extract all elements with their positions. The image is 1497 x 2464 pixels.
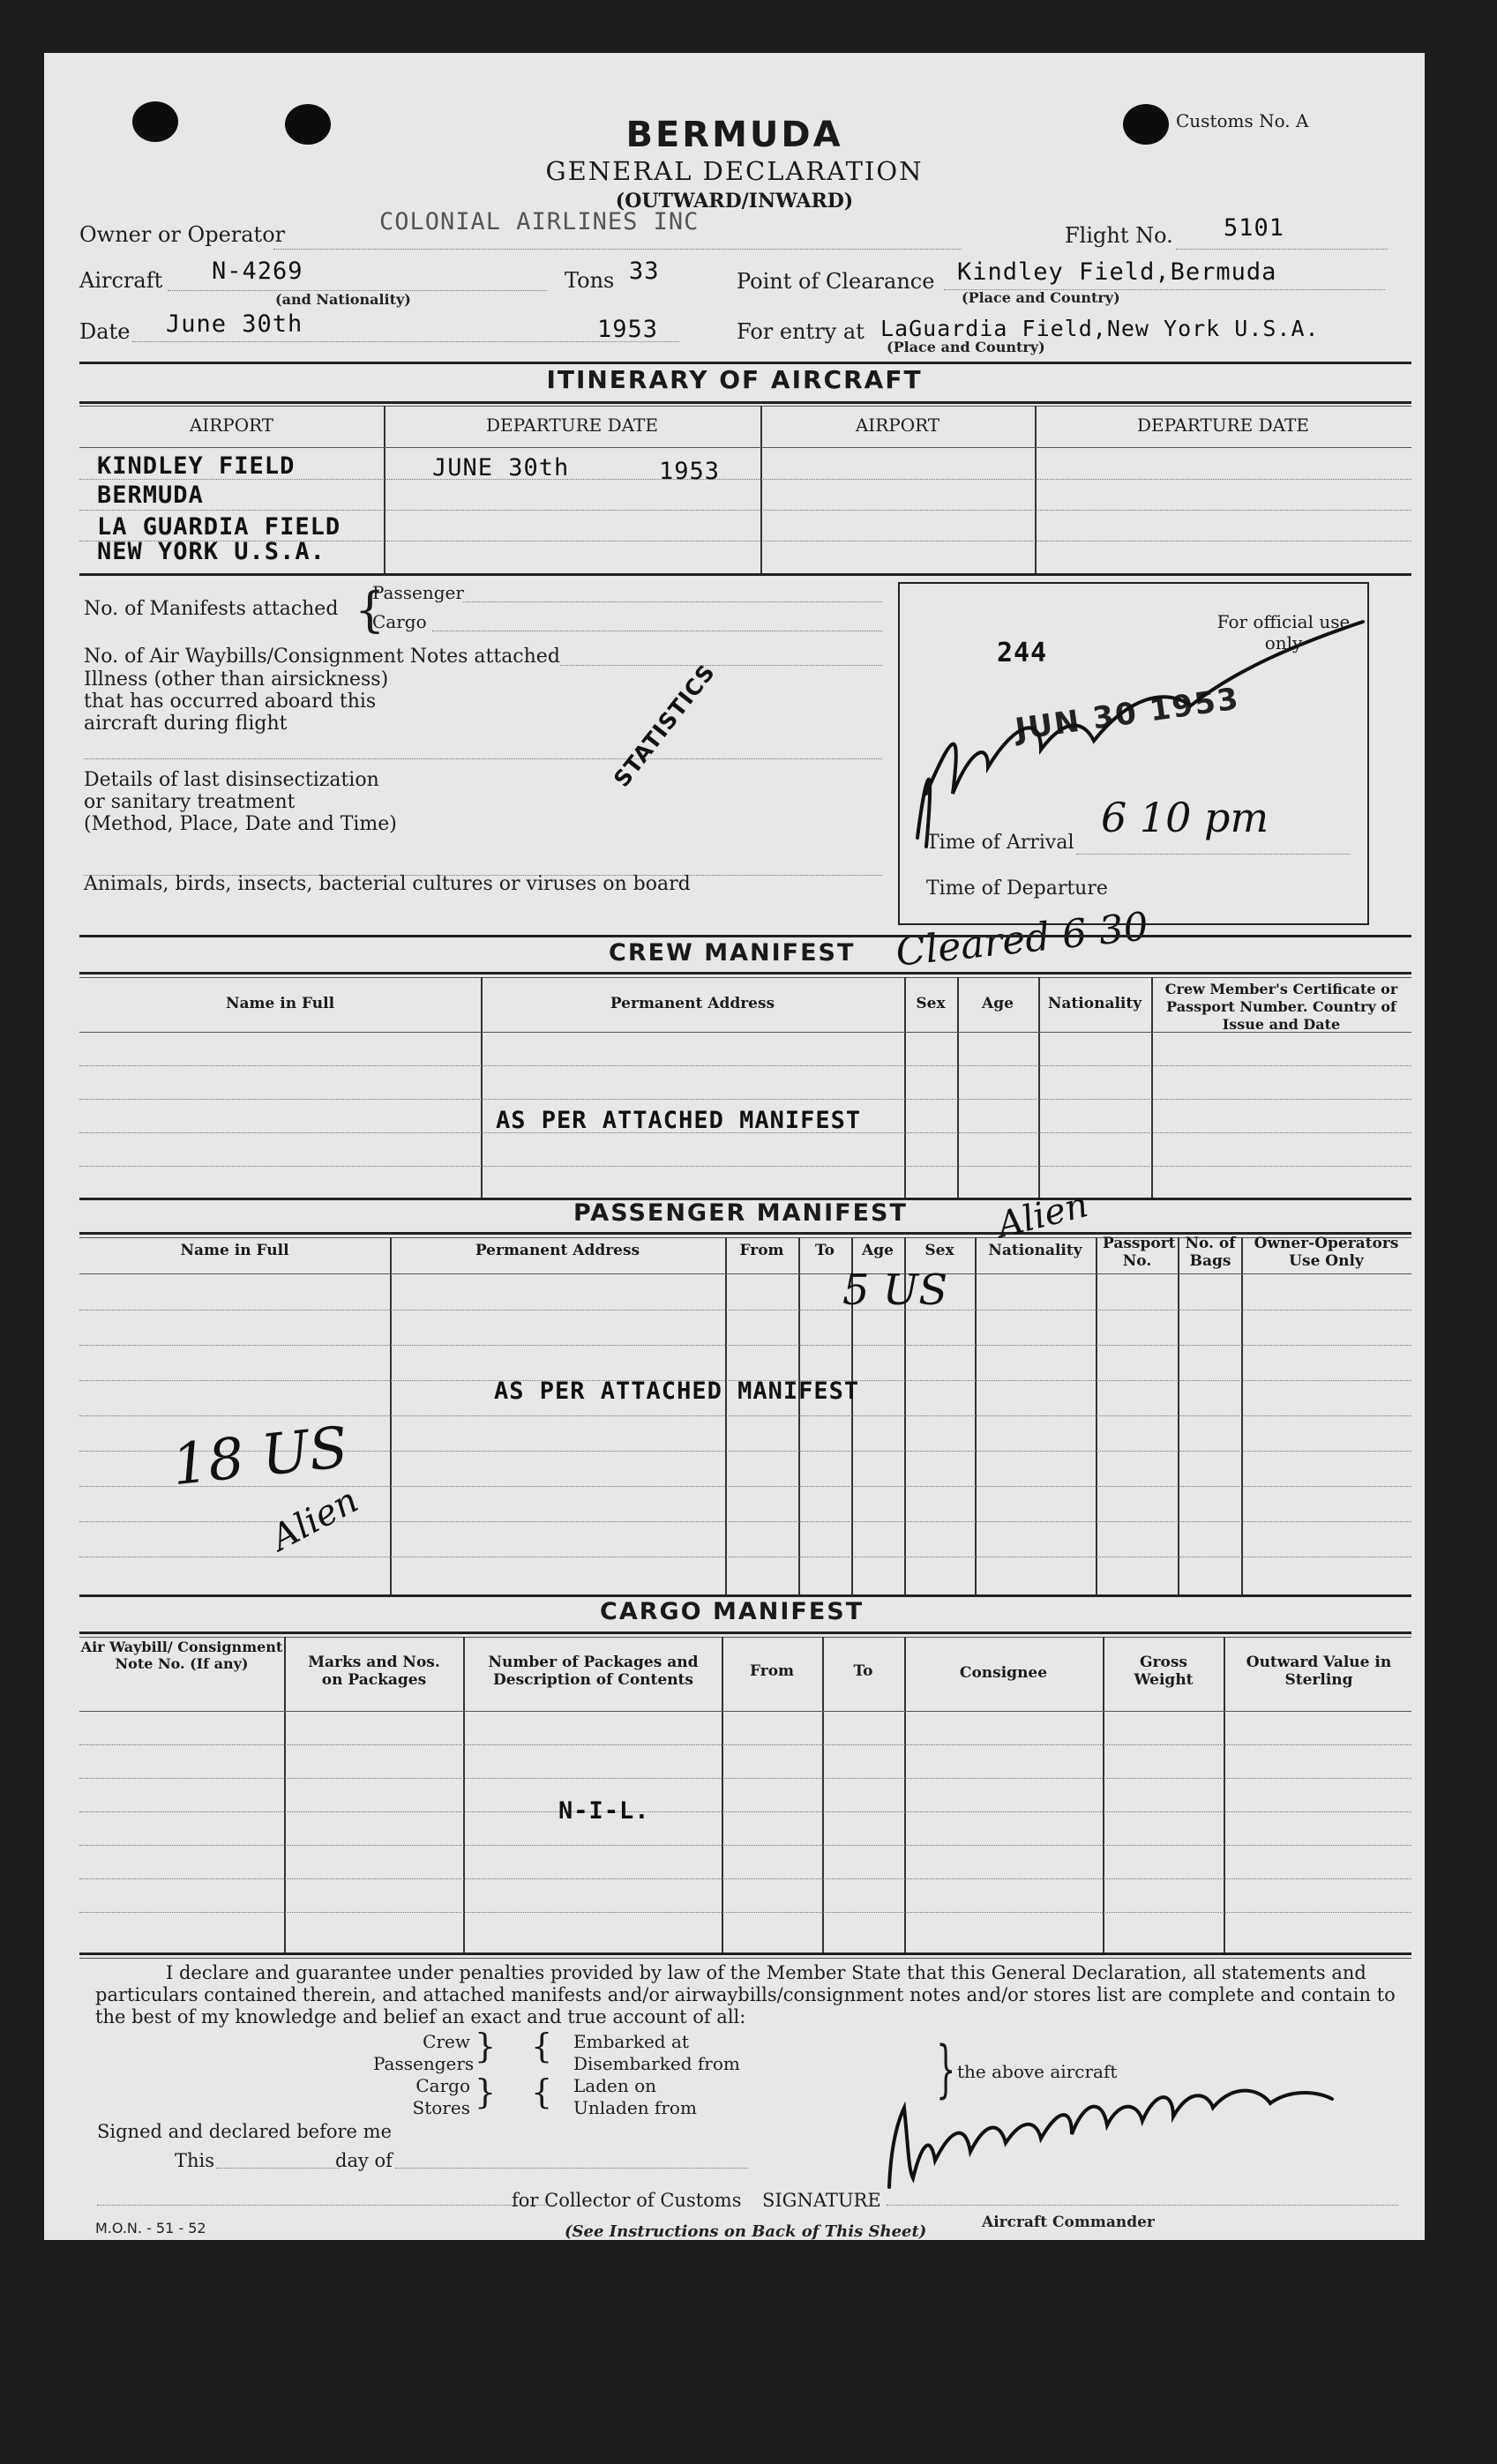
entry-value: LaGuardia Field,New York U.S.A.: [880, 316, 1320, 341]
passenger-title: PASSENGER MANIFEST: [573, 1199, 908, 1227]
date-value: June 30th: [166, 310, 303, 338]
declaration-form: [44, 53, 1425, 2240]
crew-col-passport: Crew Member's Certificate or Passport Number. Country of Issue and Date: [1164, 981, 1398, 1033]
clearance-value: Kindley Field,Bermuda: [957, 258, 1277, 286]
decl-aircraft: the above aircraft: [957, 2061, 1118, 2082]
cargo-col-value: Outward Value in Sterling: [1246, 1654, 1392, 1689]
decl-commander: Aircraft Commander: [982, 2214, 1155, 2231]
decl-stores: Stores: [412, 2097, 470, 2118]
pax-col-address: Permanent Address: [475, 1242, 640, 1259]
pax-hand-count: 5 US: [842, 1266, 948, 1315]
disinsect-line-1: Details of last disinsectization: [84, 769, 379, 791]
decl-disembarked: Disembarked from: [573, 2053, 740, 2074]
decl-day-of: day of: [335, 2150, 393, 2171]
pax-col-age: Age: [862, 1242, 894, 1259]
decl-this: This: [175, 2150, 215, 2171]
cargo-col-packages: Number of Packages and Description of Contents: [488, 1654, 699, 1689]
form-title: BERMUDA: [625, 115, 843, 155]
aircraft-value: N-4269: [212, 258, 303, 285]
decl-passengers: Passengers: [373, 2053, 475, 2074]
departure-label: Time of Departure: [926, 877, 1108, 900]
decl-signature-label: SIGNATURE: [762, 2190, 881, 2211]
cargo-note: N-I-L.: [558, 1797, 650, 1825]
declaration-text: I declare and guarantee under penalties provided by law of the Member State that this General Declaration, all statements and particulars contained therein, and attached manifests and/or airwaybills/consignment notes and/or stores list are complete and contain to the best of my knowledge and belief an exact and true account of all:: [95, 1962, 1396, 2027]
form-subtitle: GENERAL DECLARATION: [545, 156, 924, 186]
tons-value: 33: [629, 258, 660, 285]
statistics-stamp: STATISTICS: [609, 659, 721, 792]
itin-year: 1953: [659, 458, 721, 485]
pax-col-sex: Sex: [924, 1242, 954, 1259]
date-year: 1953: [597, 316, 659, 343]
pax-col-name: Name in Full: [180, 1242, 289, 1259]
clearance-note: (Place and Country): [962, 289, 1120, 306]
aircraft-label: Aircraft: [79, 268, 163, 293]
crew-col-name: Name in Full: [225, 995, 335, 1012]
itin-date: JUNE 30th: [432, 454, 570, 482]
decl-unladen: Unladen from: [573, 2097, 697, 2118]
itin-col-airport-2: AIRPORT: [855, 414, 940, 436]
cargo-col-to: To: [853, 1662, 873, 1680]
cargo-col-consignee: Consignee: [959, 1664, 1048, 1682]
clearance-label: Point of Clearance: [737, 269, 935, 294]
flight-value: 5101: [1224, 214, 1285, 242]
itin-col-departure: DEPARTURE DATE: [486, 414, 658, 436]
itin-airport-1: KINDLEY FIELD: [97, 452, 296, 480]
itin-airport-3: LA GUARDIA FIELD: [97, 513, 341, 541]
illness-line-3: aircraft during flight: [84, 713, 288, 735]
flight-label: Flight No.: [1065, 223, 1173, 248]
decl-crew: Crew: [423, 2031, 470, 2052]
date-label: Date: [79, 319, 131, 344]
cargo-col-waybill: Air Waybill/ Consignment Note No. (If any): [80, 1639, 283, 1672]
crew-title: CREW MANIFEST: [609, 939, 856, 967]
itin-airport-4: NEW YORK U.S.A.: [97, 538, 326, 565]
decl-instructions: (See Instructions on Back of This Sheet): [565, 2222, 927, 2241]
pax-col-passport: Passport No.: [1103, 1235, 1176, 1270]
pax-col-nationality: Nationality: [988, 1242, 1082, 1259]
decl-embarked: Embarked at: [573, 2031, 689, 2052]
crew-col-sex: Sex: [916, 995, 946, 1012]
decl-brace-2: }: [475, 2072, 497, 2111]
manifests-brace: {: [355, 582, 385, 638]
cargo-title: CARGO MANIFEST: [600, 1598, 865, 1625]
pax-col-to: To: [814, 1242, 835, 1259]
tons-label: Tons: [565, 268, 615, 293]
manifests-label: No. of Manifests attached: [84, 598, 339, 620]
entry-label: For entry at: [737, 319, 865, 344]
pax-col-owner: Owner-Operators Use Only: [1254, 1235, 1399, 1270]
crew-col-address: Permanent Address: [610, 995, 775, 1012]
illness-line-1: Illness (other than airsickness): [84, 668, 389, 691]
arrival-label: Time of Arrival: [926, 832, 1074, 854]
cargo-col-marks: Marks and Nos. on Packages: [308, 1654, 440, 1689]
itin-col-airport: AIRPORT: [189, 414, 274, 436]
decl-brace-5: }: [936, 2033, 956, 2105]
decl-brace-3: {: [531, 2027, 553, 2065]
crew-note: AS PER ATTACHED MANIFEST: [496, 1107, 862, 1134]
owner-label: Owner or Operator: [79, 222, 286, 247]
passenger-note: AS PER ATTACHED MANIFEST: [494, 1378, 860, 1405]
disinsect-line-3: (Method, Place, Date and Time): [84, 813, 397, 835]
itinerary-title: ITINERARY OF AIRCRAFT: [546, 365, 923, 394]
decl-brace-1: }: [475, 2027, 497, 2065]
date-stamp: JUN 30 1953: [1013, 681, 1242, 748]
owner-value: COLONIAL AIRLINES INC: [379, 208, 700, 235]
decl-collector: for Collector of Customs: [512, 2190, 742, 2211]
official-label: For official use only: [1216, 611, 1351, 653]
form-number: M.O.N. - 51 - 52: [95, 2220, 206, 2236]
pax-col-bags: No. of Bags: [1185, 1235, 1236, 1270]
pax-hand-alien: Alien: [992, 1184, 1092, 1246]
waybills-label: No. of Air Waybills/Consignment Notes attached: [84, 646, 560, 668]
official-number: 244: [997, 638, 1048, 668]
itin-col-departure-2: DEPARTURE DATE: [1137, 414, 1309, 436]
decl-cargo: Cargo: [415, 2075, 470, 2096]
cargo-col-from: From: [749, 1662, 795, 1680]
aircraft-note: (and Nationality): [275, 291, 411, 308]
manifests-passenger: Passenger: [372, 582, 464, 603]
cleared-note: Cleared 6 30: [894, 904, 1151, 975]
pax-hand-alien-2: Alien: [265, 1480, 365, 1559]
decl-laden: Laden on: [573, 2075, 657, 2096]
itin-airport-2: BERMUDA: [97, 482, 204, 509]
entry-note: (Place and Country): [887, 339, 1045, 355]
disinsect-line-2: or sanitary treatment: [84, 791, 296, 813]
decl-brace-4: {: [531, 2072, 553, 2111]
illness-line-2: that has occurred aboard this: [84, 691, 377, 713]
crew-col-nationality: Nationality: [1047, 995, 1142, 1012]
cargo-col-weight: Gross Weight: [1134, 1654, 1194, 1689]
pax-hand-count-2: 18 US: [168, 1415, 351, 1499]
direction-label: (OUTWARD/INWARD): [615, 190, 854, 213]
arrival-value: 6 10 pm: [1101, 794, 1269, 841]
commander-signature: [882, 2072, 1341, 2196]
decl-signed: Signed and declared before me: [97, 2121, 393, 2142]
pax-col-from: From: [739, 1242, 784, 1259]
customs-no-label: Customs No. A: [1176, 110, 1309, 131]
manifests-cargo: Cargo: [372, 611, 427, 632]
crew-col-age: Age: [982, 995, 1014, 1012]
animals-label: Animals, birds, insects, bacterial cultures or viruses on board: [84, 873, 691, 895]
